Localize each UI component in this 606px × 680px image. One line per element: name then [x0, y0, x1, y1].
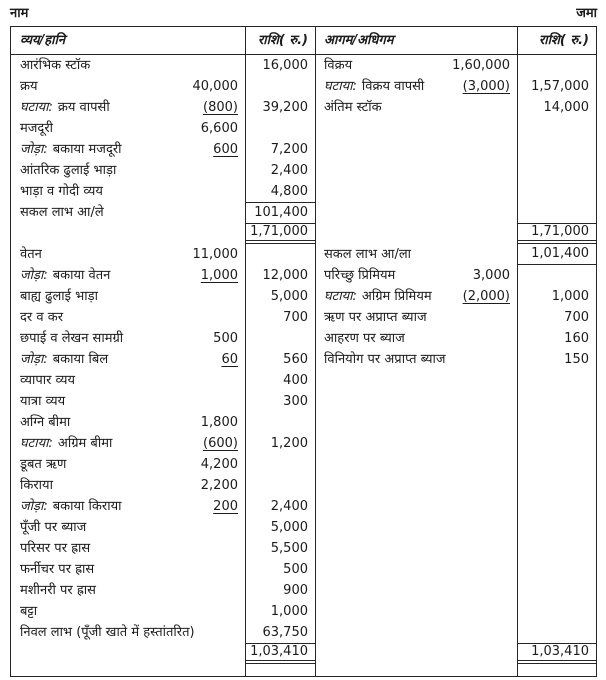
- adjustment-prefix: घटाया:: [20, 100, 53, 115]
- row-label: अंतिम स्टॉक: [324, 100, 382, 115]
- table-row: [11, 391, 315, 412]
- row-label: अग्रिम प्रिमियम: [361, 289, 432, 304]
- particulars-cell: [315, 643, 517, 664]
- particulars-cell: [11, 496, 245, 517]
- particulars-cell: [11, 307, 245, 328]
- row-inner-amount: (800): [203, 100, 238, 115]
- amount-cell: [245, 118, 315, 139]
- row-inner-amount: 1,60,000: [452, 58, 510, 73]
- particulars-cell: [11, 412, 245, 433]
- table-body: [11, 55, 596, 676]
- row-label: व्यापार व्यय: [20, 373, 76, 388]
- particulars-cell: [11, 538, 245, 559]
- particulars-cell: [11, 265, 245, 286]
- table-row: [11, 517, 315, 538]
- particulars-cell: [315, 97, 517, 118]
- table-row: [11, 97, 315, 118]
- particulars-cell: [11, 643, 245, 664]
- credit-heading: जमा: [576, 6, 597, 21]
- profit-loss-account-table: [10, 26, 597, 677]
- table-row: [315, 76, 596, 97]
- row-amount: 700: [564, 310, 589, 325]
- amount-cell: [517, 55, 596, 76]
- total-amount: 1,03,410: [531, 644, 589, 659]
- row-label: परिसर पर ह्रास: [20, 541, 91, 556]
- row-amount: 1,000: [270, 604, 308, 619]
- row-label: परिच्छु प्रिमियम: [324, 268, 396, 283]
- row-label: फर्नीचर पर ह्रास: [20, 562, 95, 577]
- particulars-cell: [11, 454, 245, 475]
- particulars-cell: [11, 622, 245, 643]
- header-incomes: आगम/अधिगम: [324, 33, 394, 48]
- amount-cell: [245, 580, 315, 601]
- particulars-cell: [11, 55, 245, 76]
- amount-cell: [245, 391, 315, 412]
- row-amount: 1,01,400: [531, 246, 589, 261]
- row-label: अग्नि बीमा: [20, 415, 71, 430]
- row-label: विक्रय वापसी: [361, 79, 425, 94]
- row-inner-amount: 1,800: [200, 415, 238, 430]
- amount-cell: [245, 517, 315, 538]
- row-label: आंतरिक ढुलाई भाड़ा: [20, 163, 117, 178]
- table-row: [315, 97, 596, 118]
- table-row: [11, 622, 315, 643]
- debit-side: [11, 55, 315, 664]
- table-row: [315, 307, 596, 328]
- table-row: [11, 55, 315, 76]
- header-amount-left: राशि( रु.): [257, 33, 308, 48]
- table-row: [11, 244, 315, 265]
- table-row: [11, 370, 315, 391]
- particulars-cell: [11, 223, 245, 244]
- account-section: [11, 244, 315, 643]
- row-amount: 150: [564, 352, 589, 367]
- row-amount: 5,000: [270, 289, 308, 304]
- table-row: [315, 286, 596, 307]
- row-label: भाड़ा व गोदी व्यय: [20, 184, 103, 199]
- amount-cell: [245, 328, 315, 349]
- row-amount: 400: [283, 373, 308, 388]
- table-row: [11, 601, 315, 622]
- row-inner-amount: (3,000): [462, 79, 510, 94]
- account-section: [11, 55, 315, 223]
- row-label: मजदूरी: [20, 121, 54, 136]
- account-section: [315, 55, 596, 223]
- particulars-cell: [11, 391, 245, 412]
- particulars-cell: [11, 244, 245, 265]
- particulars-cell: [11, 559, 245, 580]
- total-row: [11, 643, 315, 664]
- total-amount-cell: [517, 223, 596, 244]
- table-row: [11, 538, 315, 559]
- amount-cell: [245, 76, 315, 97]
- row-amount: 7,200: [270, 142, 308, 157]
- amount-cell: [245, 433, 315, 454]
- row-amount: 300: [283, 394, 308, 409]
- row-inner-amount: 2,200: [200, 478, 238, 493]
- table-row: [11, 433, 315, 454]
- table-row: [11, 265, 315, 286]
- total-amount-cell: [245, 223, 315, 244]
- row-label: मशीनरी पर ह्रास: [20, 583, 96, 598]
- particulars-cell: [11, 160, 245, 181]
- row-amount: 700: [283, 310, 308, 325]
- particulars-cell: [315, 286, 517, 307]
- table-row: [11, 139, 315, 160]
- amount-cell: [245, 139, 315, 160]
- amount-cell: [245, 55, 315, 76]
- table-row: [11, 559, 315, 580]
- row-inner-amount: 6,600: [200, 121, 238, 136]
- row-inner-amount: 60: [221, 352, 238, 367]
- particulars-cell: [11, 97, 245, 118]
- table-row: [11, 412, 315, 433]
- adjustment-prefix: जोड़ा:: [20, 268, 48, 283]
- total-amount-cell: [245, 643, 315, 664]
- amount-cell: [517, 244, 596, 265]
- total-row: [315, 223, 596, 244]
- particulars-cell: [11, 517, 245, 538]
- amount-cell: [245, 622, 315, 643]
- particulars-cell: [11, 349, 245, 370]
- particulars-cell: [11, 370, 245, 391]
- table-row: [11, 76, 315, 97]
- total-row: [11, 223, 315, 244]
- row-amount: 2,400: [270, 163, 308, 178]
- particulars-cell: [315, 76, 517, 97]
- adjustment-prefix: घटाया:: [324, 289, 357, 304]
- table-row: [11, 181, 315, 202]
- particulars-cell: [11, 475, 245, 496]
- table-row: [315, 55, 596, 76]
- particulars-cell: [11, 139, 245, 160]
- amount-cell: [245, 307, 315, 328]
- table-row: [315, 349, 596, 370]
- row-amount: 5,500: [270, 541, 308, 556]
- row-amount: 101,400: [254, 205, 308, 220]
- amount-cell: [245, 601, 315, 622]
- row-amount: 63,750: [262, 625, 308, 640]
- adjustment-prefix: घटाया:: [20, 436, 53, 451]
- amount-cell: [517, 349, 596, 370]
- table-row: [11, 202, 315, 223]
- row-amount: 5,000: [270, 520, 308, 535]
- amount-cell: [245, 454, 315, 475]
- table-row: [11, 286, 315, 307]
- table-row: [11, 349, 315, 370]
- particulars-cell: [11, 328, 245, 349]
- row-label: ऋण पर अप्राप्त ब्याज: [324, 310, 427, 325]
- table-row: [11, 160, 315, 181]
- account-side-labels: [10, 3, 597, 19]
- row-amount: 4,800: [270, 184, 308, 199]
- particulars-cell: [315, 349, 517, 370]
- amount-cell: [245, 160, 315, 181]
- total-amount: 1,03,410: [250, 644, 308, 659]
- table-row: [11, 475, 315, 496]
- particulars-cell: [315, 265, 517, 286]
- total-row: [315, 643, 596, 664]
- table-row: [315, 328, 596, 349]
- amount-cell: [517, 265, 596, 286]
- total-amount-cell: [517, 643, 596, 664]
- amount-cell: [245, 538, 315, 559]
- particulars-cell: [315, 328, 517, 349]
- row-inner-amount: 40,000: [192, 79, 238, 94]
- row-amount: 12,000: [262, 268, 308, 283]
- row-inner-amount: 1,000: [200, 268, 238, 283]
- table-row: [11, 496, 315, 517]
- row-amount: 900: [283, 583, 308, 598]
- row-amount: 39,200: [262, 100, 308, 115]
- total-amount: 1,71,000: [250, 224, 308, 239]
- particulars-cell: [11, 181, 245, 202]
- row-inner-amount: 600: [213, 142, 238, 157]
- side-divider: [315, 27, 316, 676]
- row-inner-amount: 11,000: [192, 247, 238, 262]
- row-amount: 160: [564, 331, 589, 346]
- row-label: विक्रय: [324, 58, 353, 73]
- row-label: बकाया बिल: [52, 352, 109, 367]
- account-section: [315, 244, 596, 643]
- particulars-cell: [315, 307, 517, 328]
- table-row: [11, 328, 315, 349]
- row-amount: 2,400: [270, 499, 308, 514]
- row-label: बट्टा: [20, 604, 38, 619]
- row-label: पूँजी पर ब्याज: [20, 520, 87, 535]
- row-amount: 500: [283, 562, 308, 577]
- particulars-cell: [11, 601, 245, 622]
- amount-cell: [245, 265, 315, 286]
- amount-cell: [245, 412, 315, 433]
- row-label: यात्रा व्यय: [20, 394, 66, 409]
- particulars-cell: [11, 118, 245, 139]
- row-label: सकल लाभ आ/ले: [20, 205, 104, 220]
- particulars-cell: [11, 202, 245, 223]
- amount-cell: [517, 328, 596, 349]
- row-label: किराया: [20, 478, 53, 493]
- adjustment-prefix: घटाया:: [324, 79, 357, 94]
- amount-cell: [245, 475, 315, 496]
- row-inner-amount: 500: [213, 331, 238, 346]
- row-label: छपाई व लेखन सामग्री: [20, 331, 124, 346]
- amount-cell: [245, 181, 315, 202]
- amount-cell: [245, 370, 315, 391]
- table-header-row: [11, 27, 596, 55]
- row-amount: 1,57,000: [531, 79, 589, 94]
- row-label: आरंभिक स्टॉक: [20, 58, 91, 73]
- amount-cell: [245, 286, 315, 307]
- row-amount: 16,000: [262, 58, 308, 73]
- row-label: बाह्य ढुलाई भाड़ा: [20, 289, 98, 304]
- table-row: [11, 580, 315, 601]
- particulars-cell: [11, 286, 245, 307]
- table-row: [11, 307, 315, 328]
- amount-cell: [245, 244, 315, 265]
- table-row: [315, 244, 596, 265]
- row-label: क्रय वापसी: [57, 100, 110, 115]
- row-inner-amount: (600): [203, 436, 238, 451]
- amount-cell: [517, 286, 596, 307]
- row-label: निवल लाभ (पूँजी खाते में हस्तांतरित): [20, 625, 195, 640]
- row-label: क्रय: [20, 79, 38, 94]
- particulars-cell: [11, 76, 245, 97]
- row-inner-amount: 200: [213, 499, 238, 514]
- table-row: [11, 118, 315, 139]
- row-label: सकल लाभ आ/ला: [324, 247, 412, 262]
- row-label: वेतन: [20, 247, 42, 262]
- row-label: विनियोग पर अप्राप्त ब्याज: [324, 352, 446, 367]
- amount-cell: [517, 97, 596, 118]
- amount-cell: [245, 559, 315, 580]
- row-label: अग्रिम बीमा: [57, 436, 113, 451]
- row-inner-amount: (2,000): [462, 289, 510, 304]
- row-label: डूबत ऋण: [20, 457, 67, 472]
- particulars-cell: [11, 433, 245, 454]
- amount-cell: [245, 202, 315, 223]
- adjustment-prefix: जोड़ा:: [20, 499, 48, 514]
- particulars-cell: [11, 580, 245, 601]
- debit-heading: नाम: [10, 6, 29, 21]
- table-row: [11, 454, 315, 475]
- amount-cell: [517, 76, 596, 97]
- row-label: बकाया वेतन: [52, 268, 111, 283]
- row-label: बकाया मजदूरी: [52, 142, 122, 157]
- credit-side: [315, 55, 596, 664]
- particulars-cell: [315, 55, 517, 76]
- row-amount: 1,000: [551, 289, 589, 304]
- row-label: आहरण पर ब्याज: [324, 331, 405, 346]
- row-amount: 1,200: [270, 436, 308, 451]
- header-amount-right: राशि( रु.): [538, 33, 589, 48]
- row-inner-amount: 4,200: [200, 457, 238, 472]
- adjustment-prefix: जोड़ा:: [20, 142, 48, 157]
- table-row: [315, 265, 596, 286]
- row-amount: 14,000: [543, 100, 589, 115]
- particulars-cell: [315, 244, 517, 265]
- amount-cell: [245, 97, 315, 118]
- amount-cell: [245, 349, 315, 370]
- amount-cell: [245, 496, 315, 517]
- row-label: बकाया किराया: [52, 499, 122, 514]
- row-inner-amount: 3,000: [472, 268, 510, 283]
- row-label: दर व कर: [20, 310, 64, 325]
- adjustment-prefix: जोड़ा:: [20, 352, 48, 367]
- header-expenses: व्यय/हानि: [20, 33, 66, 48]
- particulars-cell: [315, 223, 517, 244]
- total-amount: 1,71,000: [531, 224, 589, 239]
- amount-cell: [517, 307, 596, 328]
- row-amount: 560: [283, 352, 308, 367]
